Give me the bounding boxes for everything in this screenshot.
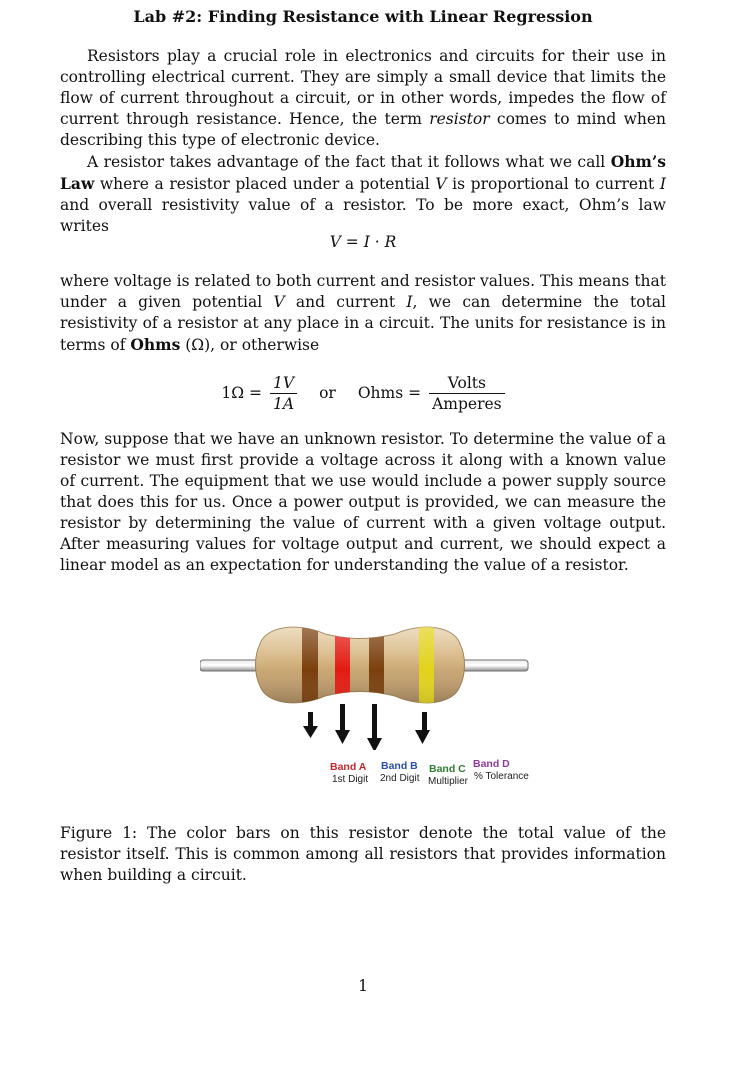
paragraph-procedure: Now, suppose that we have an unknown resistor. To determine the value of a resistor we must first provide a voltage across it along with a known value of current. The equipment that we use would include a power supply source that does this for us. Once a power output is provided, we can measure the resistor by determining the value of current with a given voltage output. After measuring values for voltage output and current, we should expect a linear model as an expectation for understanding the value of a resistor. bbox=[60, 430, 666, 574]
para1-text-1: Resistors play a crucial role in electronics and circuits for their use in controlling electrical current. They are simply a small device that limits the flow of current throughout a circuit, or in other words, impedes the flow of current through resistance. Hence, the term bbox=[60, 47, 666, 128]
eq2-lhs-2: Ohms = bbox=[357, 384, 422, 402]
para1-text-2: comes to mind when describing this type of electronic device. bbox=[60, 110, 666, 149]
para2-text-3: is proportional to current bbox=[446, 175, 660, 193]
band-d-desc: % Tolerance bbox=[474, 771, 529, 782]
page-number: 1 bbox=[358, 977, 368, 995]
band-c-arrow bbox=[367, 704, 382, 750]
para3-var-v: V bbox=[273, 293, 285, 311]
para1-emphasis: resistor bbox=[429, 110, 490, 128]
band-b-desc: 2nd Digit bbox=[380, 773, 420, 784]
band-a-desc: 1st Digit bbox=[332, 774, 369, 785]
equation-ohm-units bbox=[60, 370, 666, 416]
resistor-figure bbox=[200, 620, 540, 795]
paragraph-units bbox=[60, 271, 666, 356]
band-b-label: Band B bbox=[381, 760, 418, 772]
band-d-arrow bbox=[415, 712, 430, 744]
para2-var-v: V bbox=[435, 175, 447, 193]
band-a-arrow bbox=[303, 712, 318, 738]
band-a-label: Band A bbox=[330, 761, 367, 773]
eq2-fraction-1 bbox=[270, 373, 297, 414]
eq2-lhs: 1Ω = bbox=[221, 384, 263, 402]
para2-text-4: and overall resistivity value of a resistor. To be more exact, Ohm’s law writes bbox=[60, 196, 666, 235]
band-c-desc: Multiplier bbox=[428, 776, 469, 787]
para2-var-i: I bbox=[659, 175, 667, 193]
eq2-numerator-1: 1V bbox=[273, 373, 295, 392]
band-c-label: Band C bbox=[429, 763, 466, 775]
page-title: Lab #2: Finding Resistance with Linear Regression bbox=[133, 7, 593, 26]
paragraph-ohms-law bbox=[60, 151, 666, 237]
band-d-label: Band D bbox=[473, 758, 510, 770]
equation-ohms-law: V = I · R bbox=[329, 233, 397, 251]
eq2-numerator-2: Volts bbox=[447, 373, 486, 392]
band-b-arrow bbox=[335, 704, 350, 744]
para3-bold-term: Ohms bbox=[130, 335, 181, 354]
eq2-fraction-2 bbox=[429, 373, 505, 414]
para3-var-i: I bbox=[406, 293, 413, 311]
para3-text-2: and current bbox=[284, 293, 407, 311]
para2-bold-term: Ohm’s Law bbox=[60, 152, 666, 193]
eq2-or: or bbox=[319, 384, 336, 402]
resistor-illustration bbox=[200, 620, 540, 750]
para3-text-3: , we can determine the total resistivity of a resistor at any place in a circuit. The units for resistance is in terms of bbox=[60, 293, 667, 354]
eq2-denominator-1: 1A bbox=[270, 393, 297, 414]
para2-text-1: A resistor takes advantage of the fact that it follows what we call bbox=[87, 153, 611, 171]
para3-text-1: where voltage is related to both current and resistor values. This means that under a given potential bbox=[60, 272, 666, 311]
figure-caption: Figure 1: The color bars on this resistor denote the total value of the resistor itself. This is common among all resistors that provides information when building a circuit. bbox=[60, 824, 666, 884]
para3-text-4: (Ω), or otherwise bbox=[180, 336, 320, 354]
para2-text-2: where a resistor placed under a potential bbox=[94, 175, 436, 193]
paragraph-intro bbox=[60, 46, 666, 151]
eq2-denominator-2: Amperes bbox=[429, 393, 505, 414]
